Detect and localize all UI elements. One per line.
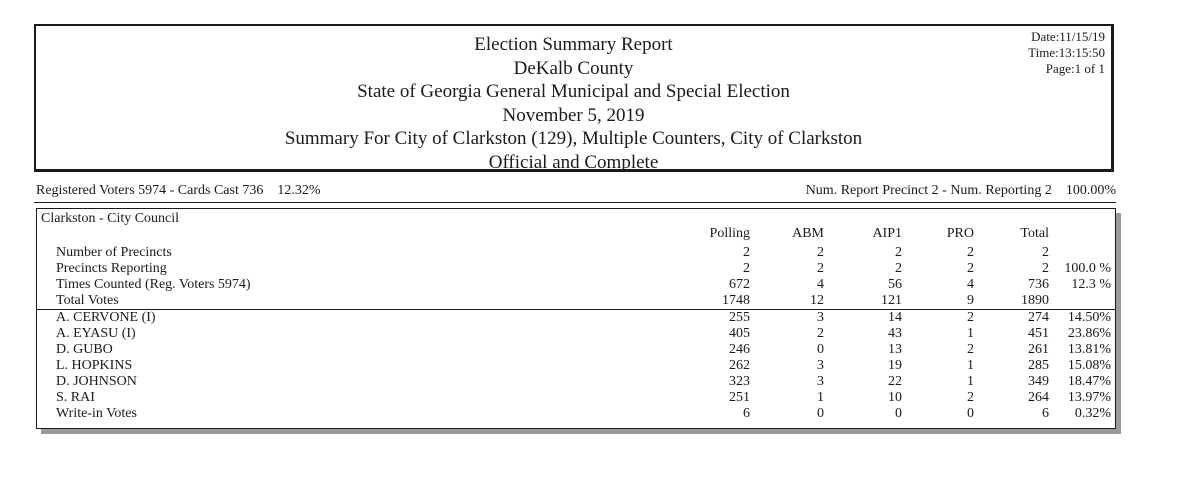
candidate-name: A. CERVONE (I): [56, 310, 156, 325]
cell-pro: 2: [967, 261, 974, 276]
precinct-percent: 100.00%: [1065, 183, 1116, 198]
summary-divider: [34, 202, 1116, 203]
cell-total: 736: [1028, 277, 1049, 292]
column-header-total: Total: [1020, 226, 1049, 241]
precinct-summary: [806, 183, 1116, 199]
cell-aip1: 0: [895, 406, 902, 421]
cell-aip1: 2: [895, 245, 902, 260]
cell-polling: 2: [743, 261, 750, 276]
cell-abm: 0: [817, 342, 824, 357]
cell-abm: 3: [817, 374, 824, 389]
cell-pro: 2: [967, 245, 974, 260]
cell-polling: 405: [729, 326, 750, 341]
cell-total: 274: [1028, 310, 1049, 325]
cell-aip1: 43: [888, 326, 902, 341]
cell-total: 2: [1042, 245, 1049, 260]
table-row: [37, 261, 1115, 277]
cell-pro: 1: [967, 374, 974, 389]
cell-percent: 13.97%: [1067, 390, 1111, 405]
candidate-name: L. HOPKINS: [56, 358, 133, 373]
cell-polling: 246: [729, 342, 750, 357]
candidate-name: A. EYASU (I): [56, 326, 136, 341]
row-label: Number of Precincts: [56, 245, 172, 260]
column-header-polling: Polling: [709, 226, 750, 241]
cell-pro: 0: [967, 406, 974, 421]
cell-pro: 1: [967, 358, 974, 373]
report-date: Date:11/15/19: [1031, 29, 1105, 44]
cell-aip1: 121: [881, 293, 902, 308]
row-label: Total Votes: [56, 293, 119, 308]
column-header-aip1: AIP1: [872, 226, 902, 241]
cell-total: 1890: [1021, 293, 1049, 308]
cell-total: 2: [1042, 261, 1049, 276]
contest-title: Clarkston - City Council: [41, 211, 180, 226]
cell-polling: 672: [729, 277, 750, 292]
column-header-abm: ABM: [792, 226, 824, 241]
cell-pro: 2: [967, 342, 974, 357]
cell-pro: 2: [967, 310, 974, 325]
cell-aip1: 19: [888, 358, 902, 373]
registered-cards-text: Registered Voters 5974 - Cards Cast 736: [36, 183, 264, 198]
candidate-name: Write-in Votes: [56, 406, 137, 421]
cell-percent: 23.86%: [1067, 326, 1111, 341]
registration-summary: [36, 183, 321, 199]
cell-polling: 2: [743, 245, 750, 260]
cell-aip1: 2: [895, 261, 902, 276]
cell-percent: 15.08%: [1067, 358, 1111, 373]
cell-abm: 2: [817, 245, 824, 260]
contest-table: [36, 208, 1116, 429]
table-row: [37, 342, 1115, 358]
election-name: State of Georgia General Municipal and Special Election: [357, 81, 790, 102]
cell-total: 451: [1028, 326, 1049, 341]
candidate-name: D. JOHNSON: [56, 374, 137, 389]
report-status: Official and Complete: [488, 151, 659, 173]
row-label: Precincts Reporting: [56, 261, 167, 276]
column-header-pro: PRO: [946, 226, 974, 241]
table-row: [37, 245, 1115, 261]
report-datestamp: [1028, 29, 1105, 77]
cell-polling: 6: [743, 406, 750, 421]
report-title: Election Summary Report: [474, 34, 673, 55]
cell-abm: 2: [817, 261, 824, 276]
cell-pro: 1: [967, 326, 974, 341]
turnout-percent: 12.32%: [277, 183, 321, 198]
report-page: Page:1 of 1: [1045, 61, 1105, 76]
candidate-name: D. GUBO: [56, 342, 113, 357]
table-row: [37, 406, 1115, 422]
cell-abm: 12: [810, 293, 824, 308]
cell-aip1: 56: [888, 277, 902, 292]
candidate-name: S. RAI: [56, 390, 95, 405]
cell-abm: 3: [817, 358, 824, 373]
cell-polling: 1748: [722, 293, 750, 308]
cell-percent: 100.0 %: [1064, 261, 1111, 276]
cell-total: 264: [1028, 390, 1049, 405]
cell-aip1: 13: [888, 342, 902, 357]
cell-polling: 255: [729, 310, 750, 325]
cell-pro: 2: [967, 390, 974, 405]
cell-percent: 13.81%: [1067, 342, 1111, 357]
cell-percent: 14.50%: [1067, 310, 1111, 325]
table-row: [37, 374, 1115, 390]
table-row: [37, 293, 1115, 309]
cell-pro: 4: [967, 277, 974, 292]
row-label: Times Counted (Reg. Voters 5974): [56, 277, 251, 292]
cell-percent: 18.47%: [1067, 374, 1111, 389]
table-row: [37, 358, 1115, 374]
cell-abm: 0: [817, 406, 824, 421]
cell-pro: 9: [967, 293, 974, 308]
cell-aip1: 22: [888, 374, 902, 389]
report-time: Time:13:15:50: [1028, 45, 1105, 60]
report-header-box: [34, 24, 1114, 172]
cell-total: 261: [1028, 342, 1049, 357]
cell-percent: 0.32%: [1074, 406, 1111, 421]
cell-abm: 2: [817, 326, 824, 341]
precinct-report-text: Num. Report Precinct 2 - Num. Reporting 2: [805, 183, 1052, 198]
cell-abm: 1: [817, 390, 824, 405]
table-row: [37, 390, 1115, 406]
cell-polling: 251: [729, 390, 750, 405]
cell-total: 349: [1028, 374, 1049, 389]
cell-abm: 3: [817, 310, 824, 325]
cell-aip1: 10: [888, 390, 902, 405]
summary-scope: Summary For City of Clarkston (129), Multiple Counters, City of Clarkston: [284, 128, 863, 149]
cell-aip1: 14: [888, 310, 902, 325]
election-date: November 5, 2019: [502, 104, 645, 126]
cell-total: 285: [1028, 358, 1049, 373]
cell-abm: 4: [817, 277, 824, 292]
cell-percent: 12.3 %: [1071, 277, 1111, 292]
report-title-block: [36, 33, 1111, 174]
table-row: [37, 277, 1115, 293]
cell-total: 6: [1042, 406, 1049, 421]
cell-polling: 323: [729, 374, 750, 389]
table-row: [37, 310, 1115, 326]
cell-polling: 262: [729, 358, 750, 373]
table-row: [37, 326, 1115, 342]
county-name: DeKalb County: [513, 57, 634, 79]
